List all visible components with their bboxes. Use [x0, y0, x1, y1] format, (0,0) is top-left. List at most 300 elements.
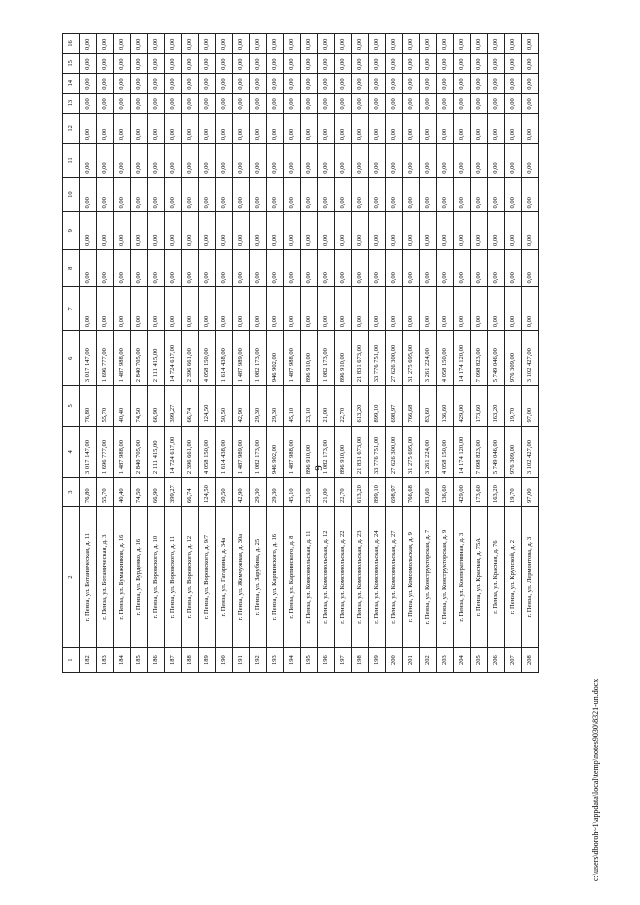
table-cell-col-15: 0,00 [182, 53, 199, 73]
table-row [114, 34, 131, 673]
table-cell-col-5: 29,30 [267, 386, 284, 426]
table-cell-col-14: 0,00 [301, 73, 318, 93]
table-cell-col-15: 0,00 [114, 53, 131, 73]
table-row [335, 34, 352, 673]
table-cell-col-3: 74,50 [131, 478, 148, 507]
table-row [386, 34, 403, 673]
table-cell-col-6: 4 058 150,00 [437, 331, 454, 386]
table-cell-col-8: 0,00 [233, 249, 250, 287]
table-cell-col-13: 0,00 [301, 93, 318, 113]
table-cell-col-13: 0,00 [522, 93, 539, 113]
table-cell-col-3: 698,97 [386, 478, 403, 507]
table-cell-col-4: 2 396 661,00 [182, 426, 199, 478]
table-cell-col-6: 3 017 147,00 [80, 331, 97, 386]
table-cell-col-7: 0,00 [80, 287, 97, 331]
table-cell-col-15: 0,00 [97, 53, 114, 73]
table-cell-col-11: 0,00 [488, 144, 505, 178]
table-cell-col-7: 0,00 [182, 287, 199, 331]
table-cell-col-14: 0,00 [114, 73, 131, 93]
table-cell-col-13: 0,00 [267, 93, 284, 113]
table-cell-col-2: г. Пенза, ул. Комсомольская, д. 23 [352, 507, 369, 648]
table-cell-col-11: 0,00 [522, 144, 539, 178]
table-cell-col-13: 0,00 [369, 93, 386, 113]
table-cell-col-14: 0,00 [318, 73, 335, 93]
table-cell-col-14: 0,00 [216, 73, 233, 93]
table-cell-col-4: 2 840 705,00 [131, 426, 148, 478]
table-cell-col-11: 0,00 [301, 144, 318, 178]
table-cell-col-1: 184 [114, 648, 131, 673]
table-cell-col-10: 0,00 [199, 177, 216, 212]
table-cell-col-10: 0,00 [114, 177, 131, 212]
table-cell-col-5: 76,80 [80, 386, 97, 426]
table-cell-col-15: 0,00 [403, 53, 420, 73]
table-cell-col-14: 14 [63, 73, 80, 93]
table-cell-col-8: 0,00 [420, 249, 437, 287]
table-cell-col-15: 0,00 [148, 53, 165, 73]
table-cell-col-12: 0,00 [250, 113, 267, 144]
table-cell-col-1: 193 [267, 648, 284, 673]
table-cell-col-4: 1 082 173,00 [318, 426, 335, 478]
table-cell-col-11: 0,00 [369, 144, 386, 178]
table-cell-col-12: 0,00 [182, 113, 199, 144]
table-cell-col-7: 0,00 [97, 287, 114, 331]
table-cell-col-7: 0,00 [488, 287, 505, 331]
table-cell-col-3: 613,20 [352, 478, 369, 507]
table-cell-col-14: 0,00 [80, 73, 97, 93]
table-cell-col-11: 0,00 [471, 144, 488, 178]
table-cell-col-8: 0,00 [471, 249, 488, 287]
table-cell-col-8: 8 [63, 249, 80, 287]
table-cell-col-7: 0,00 [522, 287, 539, 331]
table-cell-col-12: 0,00 [114, 113, 131, 144]
table-cell-col-7: 0,00 [250, 287, 267, 331]
table-cell-col-2: г. Пенза, ул. Зарубина, д. 25 [250, 507, 267, 648]
address-table-body [63, 34, 539, 673]
table-cell-col-9: 0,00 [437, 212, 454, 250]
table-cell-col-2: г. Пенза, ул. Комсомольская, д. 11 [301, 507, 318, 648]
table-cell-col-14: 0,00 [488, 73, 505, 93]
table-cell-col-13: 0,00 [403, 93, 420, 113]
table-cell-col-4: 27 626 300,00 [386, 426, 403, 478]
table-cell-col-2: г. Пенза, ул. Красная, д. 75А [471, 507, 488, 648]
table-cell-col-9: 0,00 [165, 212, 182, 250]
table-cell-col-3: 766,68 [403, 478, 420, 507]
table-cell-col-13: 0,00 [284, 93, 301, 113]
table-row [505, 34, 522, 673]
table-cell-col-14: 0,00 [471, 73, 488, 93]
table-cell-col-12: 0,00 [386, 113, 403, 144]
table-cell-col-10: 0,00 [182, 177, 199, 212]
table-cell-col-10: 0,00 [148, 177, 165, 212]
table-cell-col-16: 0,00 [403, 34, 420, 54]
table-cell-col-5: 97,00 [522, 386, 539, 426]
table-cell-col-9: 0,00 [352, 212, 369, 250]
table-cell-col-7: 0,00 [233, 287, 250, 331]
table-cell-col-12: 0,00 [80, 113, 97, 144]
table-cell-col-16: 0,00 [301, 34, 318, 54]
table-cell-col-9: 0,00 [335, 212, 352, 250]
table-cell-col-1: 202 [420, 648, 437, 673]
table-cell-col-7: 0,00 [165, 287, 182, 331]
table-cell-col-12: 0,00 [505, 113, 522, 144]
table-cell-col-2: г. Пенза, ул. Кооперативная, д. 3 [454, 507, 471, 648]
table-cell-col-1: 196 [318, 648, 335, 673]
table-cell-col-1: 200 [386, 648, 403, 673]
table-cell-col-15: 0,00 [284, 53, 301, 73]
table-cell-col-10: 0,00 [505, 177, 522, 212]
table-cell-col-13: 0,00 [335, 93, 352, 113]
table-cell-col-9: 0,00 [454, 212, 471, 250]
table-cell-col-6: 976 309,00 [505, 331, 522, 386]
table-cell-col-14: 0,00 [97, 73, 114, 93]
table-cell-col-9: 0,00 [386, 212, 403, 250]
table-cell-col-16: 0,00 [148, 34, 165, 54]
table-cell-col-15: 0,00 [318, 53, 335, 73]
table-cell-col-16: 0,00 [199, 34, 216, 54]
table-cell-col-5: 613,20 [352, 386, 369, 426]
table-cell-col-9: 0,00 [182, 212, 199, 250]
table-cell-col-1: 197 [335, 648, 352, 673]
table-cell-col-11: 0,00 [182, 144, 199, 178]
table-cell-col-1: 189 [199, 648, 216, 673]
table-row [80, 34, 97, 673]
table-cell-col-3: 40,40 [114, 478, 131, 507]
table-cell-col-12: 0,00 [352, 113, 369, 144]
table-cell-col-1: 208 [522, 648, 539, 673]
table-cell-col-14: 0,00 [233, 73, 250, 93]
table-cell-col-5: 429,00 [454, 386, 471, 426]
table-cell-col-8: 0,00 [335, 249, 352, 287]
table-cell-col-12: 0,00 [97, 113, 114, 144]
table-row [454, 34, 471, 673]
table-cell-col-9: 9 [63, 212, 80, 250]
table-cell-col-2: г. Пенза, ул. Лермонтова, д. 3 [522, 507, 539, 648]
table-cell-col-6: 3 261 224,00 [420, 331, 437, 386]
table-cell-col-15: 0,00 [437, 53, 454, 73]
table-row [165, 34, 182, 673]
table-cell-col-16: 0,00 [471, 34, 488, 54]
column-number-row [63, 34, 80, 673]
table-cell-col-1: 187 [165, 648, 182, 673]
table-cell-col-8: 0,00 [165, 249, 182, 287]
table-cell-col-10: 0,00 [369, 177, 386, 212]
table-cell-col-11: 0,00 [250, 144, 267, 178]
table-cell-col-15: 15 [63, 53, 80, 73]
table-cell-col-11: 0,00 [148, 144, 165, 178]
table-cell-col-10: 0,00 [216, 177, 233, 212]
table-cell-col-6: 2 111 415,00 [148, 331, 165, 386]
table-cell-col-9: 0,00 [488, 212, 505, 250]
table-cell-col-9: 0,00 [522, 212, 539, 250]
table-cell-col-2: г. Пенза, ул. Комсомольская, д. 27 [386, 507, 403, 648]
table-cell-col-11: 0,00 [233, 144, 250, 178]
table-cell-col-10: 0,00 [318, 177, 335, 212]
table-cell-col-10: 0,00 [335, 177, 352, 212]
table-cell-col-7: 0,00 [318, 287, 335, 331]
table-cell-col-9: 0,00 [284, 212, 301, 250]
table-cell-col-16: 0,00 [454, 34, 471, 54]
table-cell-col-9: 0,00 [250, 212, 267, 250]
table-cell-col-16: 0,00 [250, 34, 267, 54]
table-cell-col-5: 40,40 [114, 386, 131, 426]
table-cell-col-2: г. Пенза, ул. Бурденко, д. 16 [131, 507, 148, 648]
table-cell-col-7: 7 [63, 287, 80, 331]
table-cell-col-12: 12 [63, 113, 80, 144]
table-row [148, 34, 165, 673]
table-cell-col-5: 124,50 [199, 386, 216, 426]
table-cell-col-2: г. Пенза, ул. Комсомольская, д. 24 [369, 507, 386, 648]
table-cell-col-8: 0,00 [318, 249, 335, 287]
table-cell-col-14: 0,00 [420, 73, 437, 93]
table-cell-col-16: 0,00 [114, 34, 131, 54]
table-row [471, 34, 488, 673]
table-cell-col-13: 0,00 [437, 93, 454, 113]
table-cell-col-4: 896 910,00 [301, 426, 318, 478]
table-cell-col-7: 0,00 [420, 287, 437, 331]
table-cell-col-10: 0,00 [80, 177, 97, 212]
table-cell-col-6: 33 776 751,00 [369, 331, 386, 386]
table-cell-col-7: 0,00 [454, 287, 471, 331]
table-cell-col-1: 1 [63, 648, 80, 673]
table-cell-col-16: 0,00 [216, 34, 233, 54]
footer-file-path: c:\users\dboroh~1\appdata\local\temp\notes9030\8321-un.docx [591, 678, 600, 881]
table-cell-col-13: 0,00 [318, 93, 335, 113]
table-cell-col-13: 0,00 [505, 93, 522, 113]
table-cell-col-15: 0,00 [505, 53, 522, 73]
table-cell-col-11: 0,00 [454, 144, 471, 178]
table-cell-col-6: 4 058 150,00 [199, 331, 216, 386]
table-cell-col-6: 896 910,00 [301, 331, 318, 386]
table-cell-col-7: 0,00 [199, 287, 216, 331]
table-cell-col-7: 0,00 [216, 287, 233, 331]
table-cell-col-2: г. Пенза, ул. Воровского, д. 9/7 [199, 507, 216, 648]
table-cell-col-12: 0,00 [233, 113, 250, 144]
table-cell-col-12: 0,00 [403, 113, 420, 144]
table-cell-col-5: 399,27 [165, 386, 182, 426]
table-cell-col-15: 0,00 [369, 53, 386, 73]
table-cell-col-15: 0,00 [131, 53, 148, 73]
table-cell-col-4: 3 017 147,00 [80, 426, 97, 478]
table-cell-col-16: 0,00 [488, 34, 505, 54]
table-row [233, 34, 250, 673]
table-cell-col-11: 0,00 [437, 144, 454, 178]
table-cell-col-5: 55,70 [97, 386, 114, 426]
table-cell-col-4: 5 749 046,00 [488, 426, 505, 478]
table-cell-col-11: 0,00 [352, 144, 369, 178]
table-cell-col-5: 74,50 [131, 386, 148, 426]
table-cell-col-3: 97,00 [522, 478, 539, 507]
table-cell-col-3: 22,70 [335, 478, 352, 507]
table-cell-col-4: 1 082 173,00 [250, 426, 267, 478]
table-cell-col-15: 0,00 [488, 53, 505, 73]
table-cell-col-10: 0,00 [233, 177, 250, 212]
table-cell-col-2: г. Пенза, ул. Комсомольская, д. 12 [318, 507, 335, 648]
table-cell-col-6: 27 626 300,00 [386, 331, 403, 386]
table-cell-col-9: 0,00 [216, 212, 233, 250]
table-cell-col-6: 6 [63, 331, 80, 386]
table-cell-col-13: 0,00 [352, 93, 369, 113]
table-row [199, 34, 216, 673]
table-cell-col-12: 0,00 [165, 113, 182, 144]
table-cell-col-12: 0,00 [420, 113, 437, 144]
table-cell-col-6: 21 831 673,00 [352, 331, 369, 386]
table-cell-col-6: 946 902,00 [267, 331, 284, 386]
table-cell-col-3: 66,74 [182, 478, 199, 507]
table-cell-col-3: 899,10 [369, 478, 386, 507]
table-cell-col-4: 4 [63, 426, 80, 478]
table-cell-col-11: 0,00 [420, 144, 437, 178]
table-cell-col-13: 0,00 [114, 93, 131, 113]
table-cell-col-11: 0,00 [284, 144, 301, 178]
table-cell-col-8: 0,00 [148, 249, 165, 287]
table-cell-col-1: 205 [471, 648, 488, 673]
table-cell-col-11: 0,00 [114, 144, 131, 178]
table-cell-col-4: 3 102 427,00 [522, 426, 539, 478]
table-cell-col-3: 42,90 [233, 478, 250, 507]
table-cell-col-4: 1 614 438,00 [216, 426, 233, 478]
table-cell-col-8: 0,00 [403, 249, 420, 287]
table-cell-col-15: 0,00 [352, 53, 369, 73]
table-cell-col-3: 76,80 [80, 478, 97, 507]
table-cell-col-13: 0,00 [454, 93, 471, 113]
table-cell-col-14: 0,00 [335, 73, 352, 93]
table-cell-col-2: г. Пенза, ул. Красная, д. 76 [488, 507, 505, 648]
table-cell-col-13: 0,00 [165, 93, 182, 113]
table-cell-col-9: 0,00 [97, 212, 114, 250]
table-cell-col-1: 183 [97, 648, 114, 673]
table-cell-col-9: 0,00 [403, 212, 420, 250]
table-cell-col-3: 124,50 [199, 478, 216, 507]
table-cell-col-5: 45,10 [284, 386, 301, 426]
table-cell-col-1: 203 [437, 648, 454, 673]
table-cell-col-2: г. Пенза, ул. Крупской, д. 2 [505, 507, 522, 648]
table-cell-col-2: 2 [63, 507, 80, 648]
table-cell-col-5: 23,10 [301, 386, 318, 426]
table-cell-col-2: г. Пенза, ул. Жемчужная, д. 30а [233, 507, 250, 648]
table-cell-col-15: 0,00 [216, 53, 233, 73]
table-row [216, 34, 233, 673]
table-cell-col-14: 0,00 [199, 73, 216, 93]
table-cell-col-16: 0,00 [267, 34, 284, 54]
table-row [131, 34, 148, 673]
table-row [403, 34, 420, 673]
table-cell-col-16: 0,00 [233, 34, 250, 54]
table-row [318, 34, 335, 673]
table-cell-col-2: г. Пенза, ул. Карпинского, д. 8 [284, 507, 301, 648]
table-cell-col-6: 2 840 705,00 [131, 331, 148, 386]
table-cell-col-5: 19,70 [505, 386, 522, 426]
table-cell-col-12: 0,00 [437, 113, 454, 144]
table-cell-col-10: 0,00 [488, 177, 505, 212]
table-cell-col-12: 0,00 [369, 113, 386, 144]
table-cell-col-8: 0,00 [182, 249, 199, 287]
table-cell-col-11: 0,00 [80, 144, 97, 178]
table-cell-col-6: 1 082 173,00 [250, 331, 267, 386]
table-cell-col-6: 1 614 438,00 [216, 331, 233, 386]
table-row [284, 34, 301, 673]
table-cell-col-16: 0,00 [352, 34, 369, 54]
table-cell-col-8: 0,00 [386, 249, 403, 287]
table-cell-col-1: 188 [182, 648, 199, 673]
table-cell-col-8: 0,00 [131, 249, 148, 287]
table-cell-col-8: 0,00 [250, 249, 267, 287]
table-cell-col-2: г. Пенза, ул. Конструкторская, д. 9 [437, 507, 454, 648]
table-cell-col-13: 0,00 [216, 93, 233, 113]
table-cell-col-5: 21,00 [318, 386, 335, 426]
table-cell-col-3: 29,30 [267, 478, 284, 507]
table-cell-col-4: 1 487 988,00 [114, 426, 131, 478]
table-cell-col-1: 198 [352, 648, 369, 673]
table-cell-col-10: 0,00 [420, 177, 437, 212]
table-cell-col-8: 0,00 [216, 249, 233, 287]
table-cell-col-13: 0,00 [471, 93, 488, 113]
table-row [301, 34, 318, 673]
table-cell-col-15: 0,00 [267, 53, 284, 73]
table-cell-col-16: 0,00 [420, 34, 437, 54]
table-cell-col-16: 0,00 [505, 34, 522, 54]
table-cell-col-5: 136,60 [437, 386, 454, 426]
table-cell-col-10: 0,00 [250, 177, 267, 212]
table-cell-col-15: 0,00 [80, 53, 97, 73]
table-cell-col-3: 399,27 [165, 478, 182, 507]
table-cell-col-4: 976 309,00 [505, 426, 522, 478]
table-cell-col-12: 0,00 [471, 113, 488, 144]
table-cell-col-7: 0,00 [267, 287, 284, 331]
table-cell-col-6: 896 910,00 [335, 331, 352, 386]
table-cell-col-3: 83,60 [420, 478, 437, 507]
table-cell-col-7: 0,00 [471, 287, 488, 331]
table-cell-col-5: 173,60 [471, 386, 488, 426]
table-cell-col-1: 199 [369, 648, 386, 673]
table-cell-col-9: 0,00 [199, 212, 216, 250]
table-cell-col-11: 0,00 [199, 144, 216, 178]
table-cell-col-3: 55,70 [97, 478, 114, 507]
table-cell-col-9: 0,00 [471, 212, 488, 250]
table-cell-col-2: г. Пенза, ул. Карпинского, д. 16 [267, 507, 284, 648]
table-cell-col-8: 0,00 [488, 249, 505, 287]
table-cell-col-2: г. Пенза, ул. Ботаническая, д. 11 [80, 507, 97, 648]
address-table [62, 33, 539, 673]
table-cell-col-8: 0,00 [352, 249, 369, 287]
table-cell-col-6: 1 487 988,00 [284, 331, 301, 386]
table-cell-col-2: г. Пенза, ул. Комсомольская, д. 22 [335, 507, 352, 648]
table-cell-col-11: 0,00 [267, 144, 284, 178]
rotated-table-container [62, 33, 539, 673]
table-cell-col-8: 0,00 [267, 249, 284, 287]
table-cell-col-2: г. Пенза, ул. Воровского, д. 11 [165, 507, 182, 648]
table-cell-col-8: 0,00 [97, 249, 114, 287]
table-cell-col-16: 0,00 [97, 34, 114, 54]
table-cell-col-11: 0,00 [403, 144, 420, 178]
table-cell-col-4: 896 910,00 [335, 426, 352, 478]
table-cell-col-16: 0,00 [80, 34, 97, 54]
table-cell-col-14: 0,00 [352, 73, 369, 93]
table-cell-col-3: 429,00 [454, 478, 471, 507]
table-cell-col-14: 0,00 [131, 73, 148, 93]
table-cell-col-5: 5 [63, 386, 80, 426]
table-cell-col-4: 14 174 120,00 [454, 426, 471, 478]
table-cell-col-9: 0,00 [505, 212, 522, 250]
table-cell-col-1: 190 [216, 648, 233, 673]
table-cell-col-16: 0,00 [318, 34, 335, 54]
table-cell-col-9: 0,00 [420, 212, 437, 250]
table-cell-col-1: 192 [250, 648, 267, 673]
table-cell-col-16: 16 [63, 34, 80, 54]
table-cell-col-8: 0,00 [80, 249, 97, 287]
table-cell-col-12: 0,00 [284, 113, 301, 144]
table-cell-col-13: 0,00 [80, 93, 97, 113]
table-cell-col-14: 0,00 [250, 73, 267, 93]
